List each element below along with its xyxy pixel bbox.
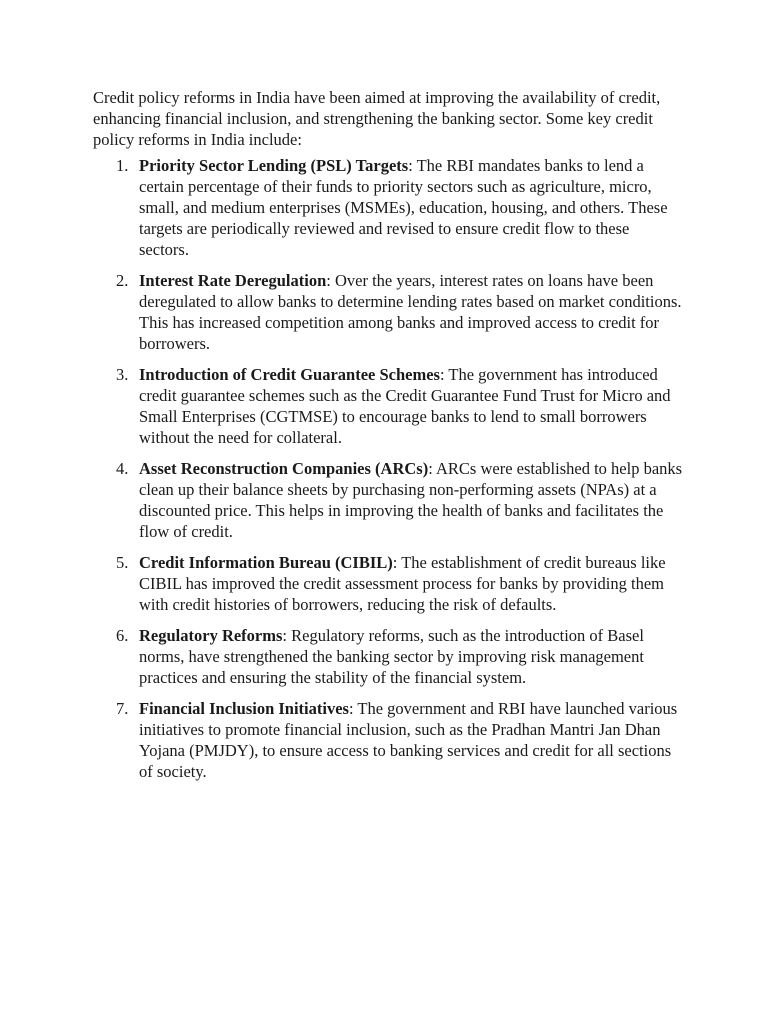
item-number: 7. xyxy=(116,699,129,718)
item-text: : Regulatory reforms, such as the introduction of Basel norms, have strengthened the banking sector by improving risk management practices and ensuring the stability of the financial system. xyxy=(139,626,644,687)
item-number: 5. xyxy=(116,553,129,572)
item-number: 3. xyxy=(116,365,129,384)
list-item xyxy=(93,458,683,542)
item-title: Asset Reconstruction Companies (ARCs) xyxy=(139,459,429,478)
item-text: : The RBI mandates banks to lend a certain percentage of their funds to priority sectors such as agriculture, micro, small, and medium enterprises (MSMEs), education, housing, and others. These targets are periodically reviewed and revised to ensure credit flow to these sectors. xyxy=(139,156,668,259)
item-title: Regulatory Reforms xyxy=(139,626,283,645)
item-number: 6. xyxy=(116,626,129,645)
item-title: Interest Rate Deregulation xyxy=(139,271,327,290)
list-item xyxy=(93,552,683,615)
reform-list xyxy=(93,155,683,782)
document-page xyxy=(93,87,683,792)
item-title: Financial Inclusion Initiatives xyxy=(139,699,349,718)
list-item xyxy=(93,270,683,354)
item-text: : ARCs were established to help banks clean up their balance sheets by purchasing non-performing assets (NPAs) at a discounted price. This helps in improving the health of banks and facilitates the flow of credit. xyxy=(139,459,683,541)
item-title: Credit Information Bureau (CIBIL) xyxy=(139,553,393,572)
item-text: : The government has introduced credit guarantee schemes such as the Credit Guarantee Fund Trust for Micro and Small Enterprises (CGTMSE) to encourage banks to lend to small borrowers without the need for collateral. xyxy=(139,365,671,447)
intro-paragraph: Credit policy reforms in India have been aimed at improving the availability of credit, enhancing financial inclusion, and strengthening the banking sector. Some key credit policy reforms in India include: xyxy=(93,88,661,149)
item-text: : The government and RBI have launched various initiatives to promote financial inclusion, such as the Pradhan Mantri Jan Dhan Yojana (PMJDY), to ensure access to banking services and credit for all sections of society. xyxy=(139,699,678,781)
item-text: : Over the years, interest rates on loans have been deregulated to allow banks to determine lending rates based on market conditions. This has increased competition among banks and improved access to credit for borrowers. xyxy=(139,271,682,353)
item-text: : The establishment of credit bureaus like CIBIL has improved the credit assessment process for banks by providing them with credit histories of borrowers, reducing the risk of defaults. xyxy=(139,553,666,614)
list-item xyxy=(93,364,683,448)
list-item xyxy=(93,698,683,782)
item-number: 2. xyxy=(116,271,129,290)
item-title: Priority Sector Lending (PSL) Targets xyxy=(139,156,409,175)
list-item xyxy=(93,155,683,260)
item-number: 4. xyxy=(116,459,129,478)
item-number: 1. xyxy=(116,156,129,175)
list-item xyxy=(93,625,683,688)
item-title: Introduction of Credit Guarantee Schemes xyxy=(139,365,440,384)
